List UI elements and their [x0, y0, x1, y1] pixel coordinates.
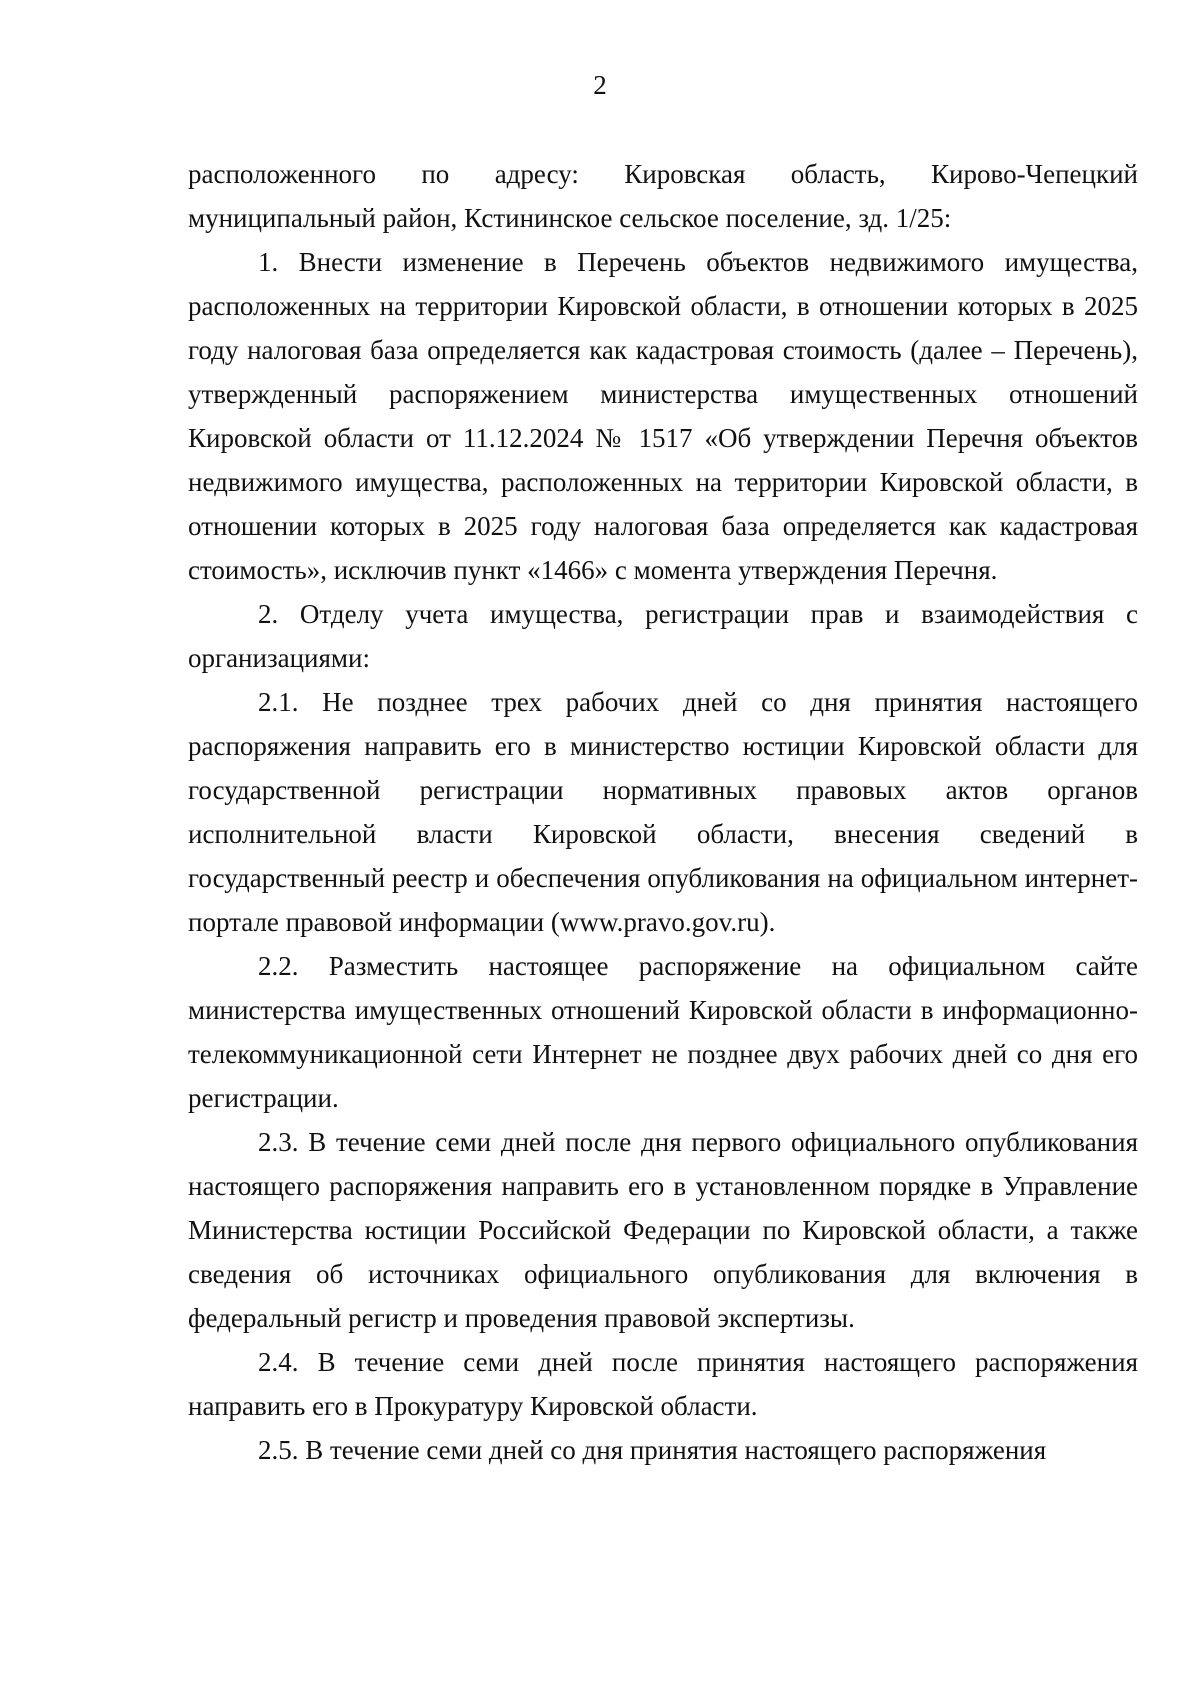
paragraph-item-2-1: 2.1. Не позднее трех рабочих дней со дня принятия настоящего распоряжения направить его в министерство юстиции Кировской области для государственной регистрации нормативных правовых актов органов исполнительной власти Кировской области, внесения сведений в государственный реестр и обеспечения опубликования на официальном интернет-портале правовой информации (www.pravo.gov.ru). — [188, 687, 1138, 937]
paragraph-address-continuation: расположенного по адресу: Кировская область, Кирово-Чепецкий муниципальный район, Кстининское сельское поселение, зд. 1/25: — [188, 159, 1138, 233]
paragraph-item-2-4: 2.4. В течение семи дней после принятия настоящего распоряжения направить его в Прокуратуру Кировской области. — [188, 1347, 1138, 1421]
paragraph-item-2-5: 2.5. В течение семи дней со дня принятия настоящего распоряжения — [258, 1435, 1047, 1465]
paragraph-item-1: 1. Внести изменение в Перечень объектов недвижимого имущества, расположенных на территории Кировской области, в отношении которых в 2025 году налоговая база определяется как кадастровая стоимость (далее – Перечень), утвержденный распоряжением министерства имущественных отношений Кировской области от 11.12.2024 № 1517 «Об утверждении Перечня объектов недвижимого имущества, расположенных на территории Кировской области, в отношении которых в 2025 году налоговая база определяется как кадастровая стоимость», исключив пункт «1466» с момента утверждения Перечня. — [188, 247, 1138, 585]
paragraph-item-2: 2. Отделу учета имущества, регистрации прав и взаимодействия с организациями: — [188, 599, 1138, 673]
paragraph-item-2-3: 2.3. В течение семи дней после дня первого официального опубликования настоящего распоряжения направить его в установленном порядке в Управление Министерства юстиции Российской Федерации по Кировской области, а также сведения об источниках официального опубликования для включения в федеральный регистр и проведения правовой экспертизы. — [188, 1127, 1138, 1333]
page-number: 2 — [593, 70, 607, 100]
paragraph-item-2-2: 2.2. Разместить настоящее распоряжение на официальном сайте министерства имущественных отношений Кировской области в информационно-телекоммуникационной сети Интернет не позднее двух рабочих дней со дня его регистрации. — [188, 951, 1138, 1113]
document-body — [188, 152, 1138, 1472]
